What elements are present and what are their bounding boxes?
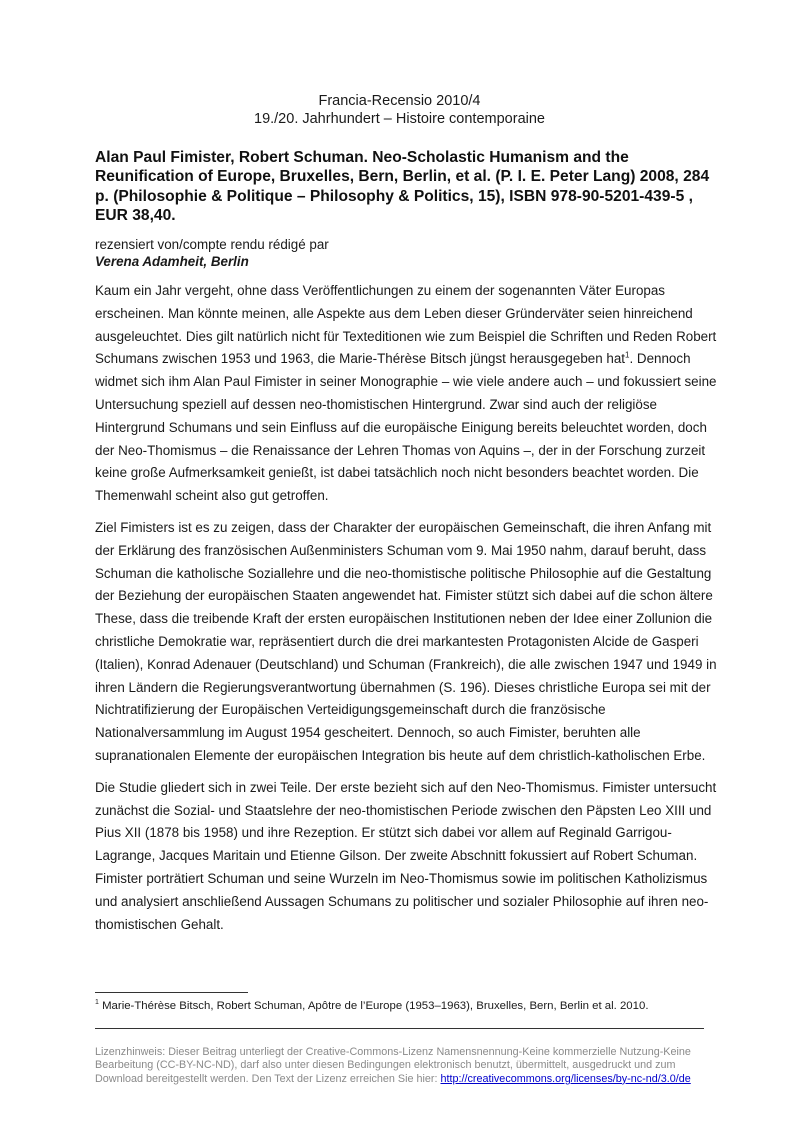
- journal-header: [0, 92, 799, 128]
- footnote-marker: 1: [95, 999, 99, 1007]
- license-text: Lizenzhinweis: Dieser Beitrag unterliegt der Creative-Commons-Lizenz Namensnennung-Keine kommerzielle Nutzung-Keine Bearbeitung (CC-BY-NC-ND), darf also unter diesen Bedingungen elektronisch benutzt, übermittelt, ausgedruckt und zum Download bereitgestellt werden. Den Text der Lizenz erreichen Sie hier:: [95, 1046, 691, 1085]
- paragraph-3: Die Studie gliedert sich in zwei Teile. Der erste bezieht sich auf den Neo-Thomismus. Fimister untersucht zunächst die Sozial- und Staatslehre der neo-thomistischen Periode zwischen den Päpsten Leo XIII und Pius XII (1878 bis 1958) und ihre Rezeption. Er stützt sich dabei vor allem auf Reginald Garrigou-Lagrange, Jacques Maritain und Etienne Gilson. Der zweite Abschnitt fokussiert auf Robert Schuman. Fimister porträtiert Schuman und seine Wurzeln im Neo-Thomismus sowie im politischen Katholizismus und analysiert anschließend Aussagen Schumans zu politischer und sozialer Philosophie auf ihren neo-thomistischen Gehalt.: [95, 779, 717, 932]
- paragraph-2: Ziel Fimisters ist es zu zeigen, dass der Charakter der europäischen Gemeinschaft, die ihren Anfang mit der Erklärung des französischen Außenministers Schuman vom 9. Mai 1950 nahm, darauf beruht, dass Schuman die katholische Soziallehre und die neo-thomistische politische Philosophie auf die Gestaltung der Beziehung der europäischen Staaten angewendet hat. Fimister stützt sich dabei auf die schon ältere These, dass die treibende Kraft der ersten europäischen Institutionen neben der Idee einer Zollunion die christliche Demokratie war, repräsentiert durch die drei markantesten Protagonisten Alcide de Gasperi (Italien), Konrad Adenauer (Deutschland) und Schuman (Frankreich), die alle zwischen 1947 und 1949 in ihren Ländern die Regierungsverantwortung übernahmen (S. 196). Dieses christliche Europa sei mit der Nichtratifizierung der Europäischen Verteidigungsgemeinschaft durch die französische Nationalversammlung im August 1954 gescheitert. Dennoch, so auch Fimister, beruhten alle supranationalen Elemente der europäischen Integration bis heute auf dem christlich-katholischen Erbe.: [95, 519, 717, 763]
- footnote-1: [95, 999, 715, 1013]
- footnote-text: Marie-Thérèse Bitsch, Robert Schuman, Apôtre de l’Europe (1953–1963), Bruxelles, Bern, Berlin et al. 2010.: [98, 1000, 649, 1012]
- byline: [95, 237, 695, 270]
- footnote-divider: [95, 992, 248, 993]
- license-link[interactable]: http://creativecommons.org/licenses/by-nc-nd/3.0/de: [440, 1072, 691, 1085]
- byline-label: rezensiert von/compte rendu rédigé par: [95, 237, 329, 252]
- license-divider: [95, 1028, 704, 1029]
- footnote-reference[interactable]: 1: [625, 350, 630, 360]
- journal-name: Francia-Recensio 2010/4: [318, 93, 481, 109]
- review-title: Alan Paul Fimister, Robert Schuman. Neo-Scholastic Humanism and the Reunification of Europe, Bruxelles, Bern, Berlin, et al. (P. I. E. Peter Lang) 2008, 284 p. (Philosophie & Politique – Philosophy & Politics, 15), ISBN 978-90-5201-439-5 , EUR 38,40.: [95, 149, 710, 225]
- review-body: [95, 280, 720, 945]
- section-name: 19./20. Jahrhundert – Histoire contemporaine: [254, 111, 545, 127]
- paragraph-1-part-b: . Dennoch widmet sich ihm Alan Paul Fimister in seiner Monographie – wie viele andere auch – und fokussiert seine Untersuchung speziell auf dessen neo-thomistischen Hintergrund. Zwar sind auch der religiöse Hintergrund Schumans und sein Einfluss auf die europäische Einigung bereits beleuchtet worden, doch der Neo-Thomismus – die Renaissance der Lehren Thomas von Aquins –, der in der Forschung zurzeit keine große Aufmerksamkeit genießt, ist dabei tatsächlich noch nicht besonders beachtet worden. Die Themenwahl scheint also gut getroffen.: [95, 351, 717, 504]
- paragraph-1: [95, 280, 720, 508]
- paragraph-1-part-a: Kaum ein Jahr vergeht, ohne dass Veröffentlichungen zu einem der sogenannten Väter Europas erscheinen. Man könnte meinen, alle Aspekte aus dem Leben dieser Gründerväter seien hinreichend ausgeleuchtet. Dies gilt natürlich nicht für Texteditionen wie zum Beispiel die Schriften und Reden Robert Schumans zwischen 1953 und 1963, die Marie-Thérèse Bitsch jüngst herausgegeben hat: [95, 283, 717, 367]
- reviewer-name: Verena Adamheit, Berlin: [95, 253, 249, 269]
- license-notice: [95, 1046, 710, 1086]
